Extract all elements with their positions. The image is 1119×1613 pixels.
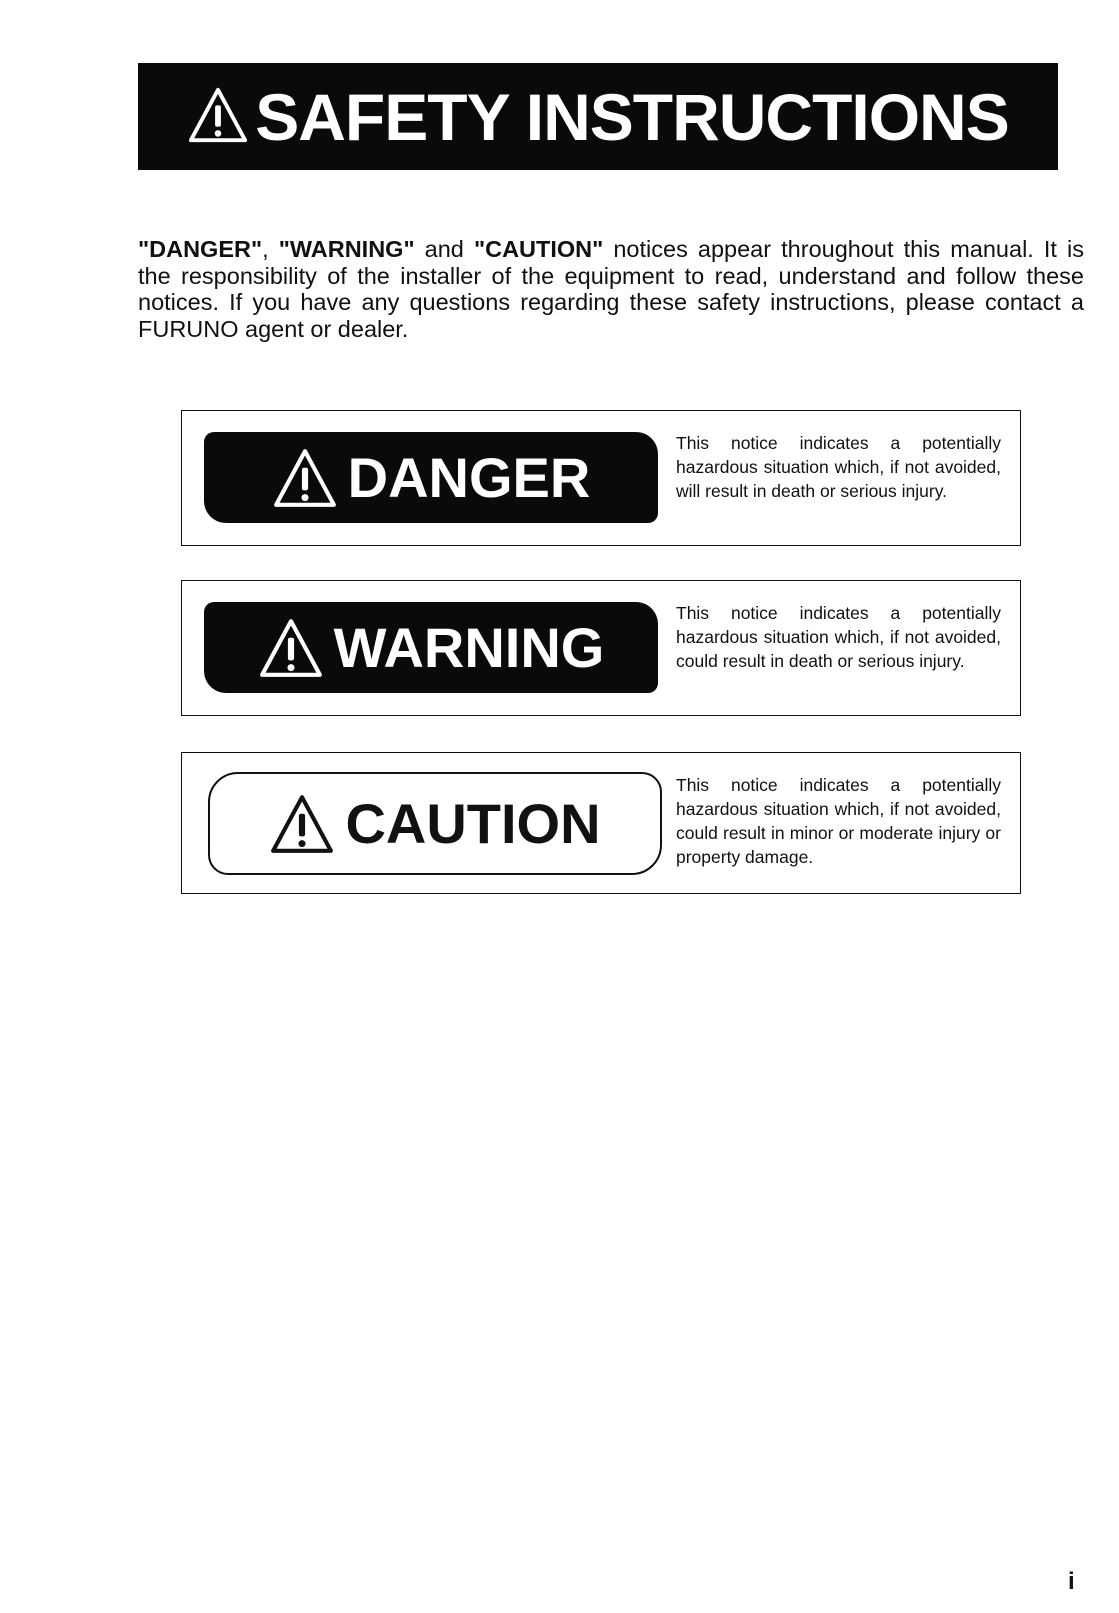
caution-label: CAUTION — [345, 791, 601, 855]
warning-sign — [204, 602, 658, 693]
warning-description: This notice indicates a potentially hazardous situation which, if not avoided, could result in death or serious injury. — [676, 603, 1001, 671]
danger-sign — [204, 432, 658, 523]
danger-notice — [181, 410, 1021, 546]
caution-keyword: "CAUTION" — [473, 236, 604, 262]
danger-keyword: "DANGER" — [138, 236, 263, 262]
danger-description: This notice indicates a potentially hazardous situation which, if not avoided, will result in death or serious injury. — [676, 433, 1001, 501]
warning-label: WARNING — [333, 615, 605, 679]
intro-separator: , — [262, 236, 279, 262]
intro-paragraph — [138, 236, 1084, 342]
danger-label: DANGER — [347, 445, 591, 509]
caution-description: This notice indicates a potentially hazardous situation which, if not avoided, could result in minor or moderate injury or property damage. — [676, 775, 1001, 867]
warning-triangle-icon — [269, 793, 335, 855]
warning-keyword: "WARNING" — [278, 236, 415, 262]
caution-notice — [181, 752, 1021, 894]
warning-notice — [181, 580, 1021, 716]
title-banner — [138, 63, 1058, 170]
caution-sign — [208, 772, 662, 875]
intro-separator: and — [414, 236, 474, 262]
intro-body: notices appear throughout this manual. It is the responsibility of the installer of the equipment to read, understand and follow these notices. If you have any questions regarding these safety instructions, please contact a FURUNO agent or dealer. — [138, 236, 1084, 342]
warning-triangle-icon — [258, 617, 324, 679]
page-number: i — [1068, 1568, 1075, 1595]
warning-triangle-icon — [272, 447, 338, 509]
page-title: SAFETY INSTRUCTIONS — [255, 79, 1009, 154]
warning-triangle-icon — [187, 85, 249, 145]
